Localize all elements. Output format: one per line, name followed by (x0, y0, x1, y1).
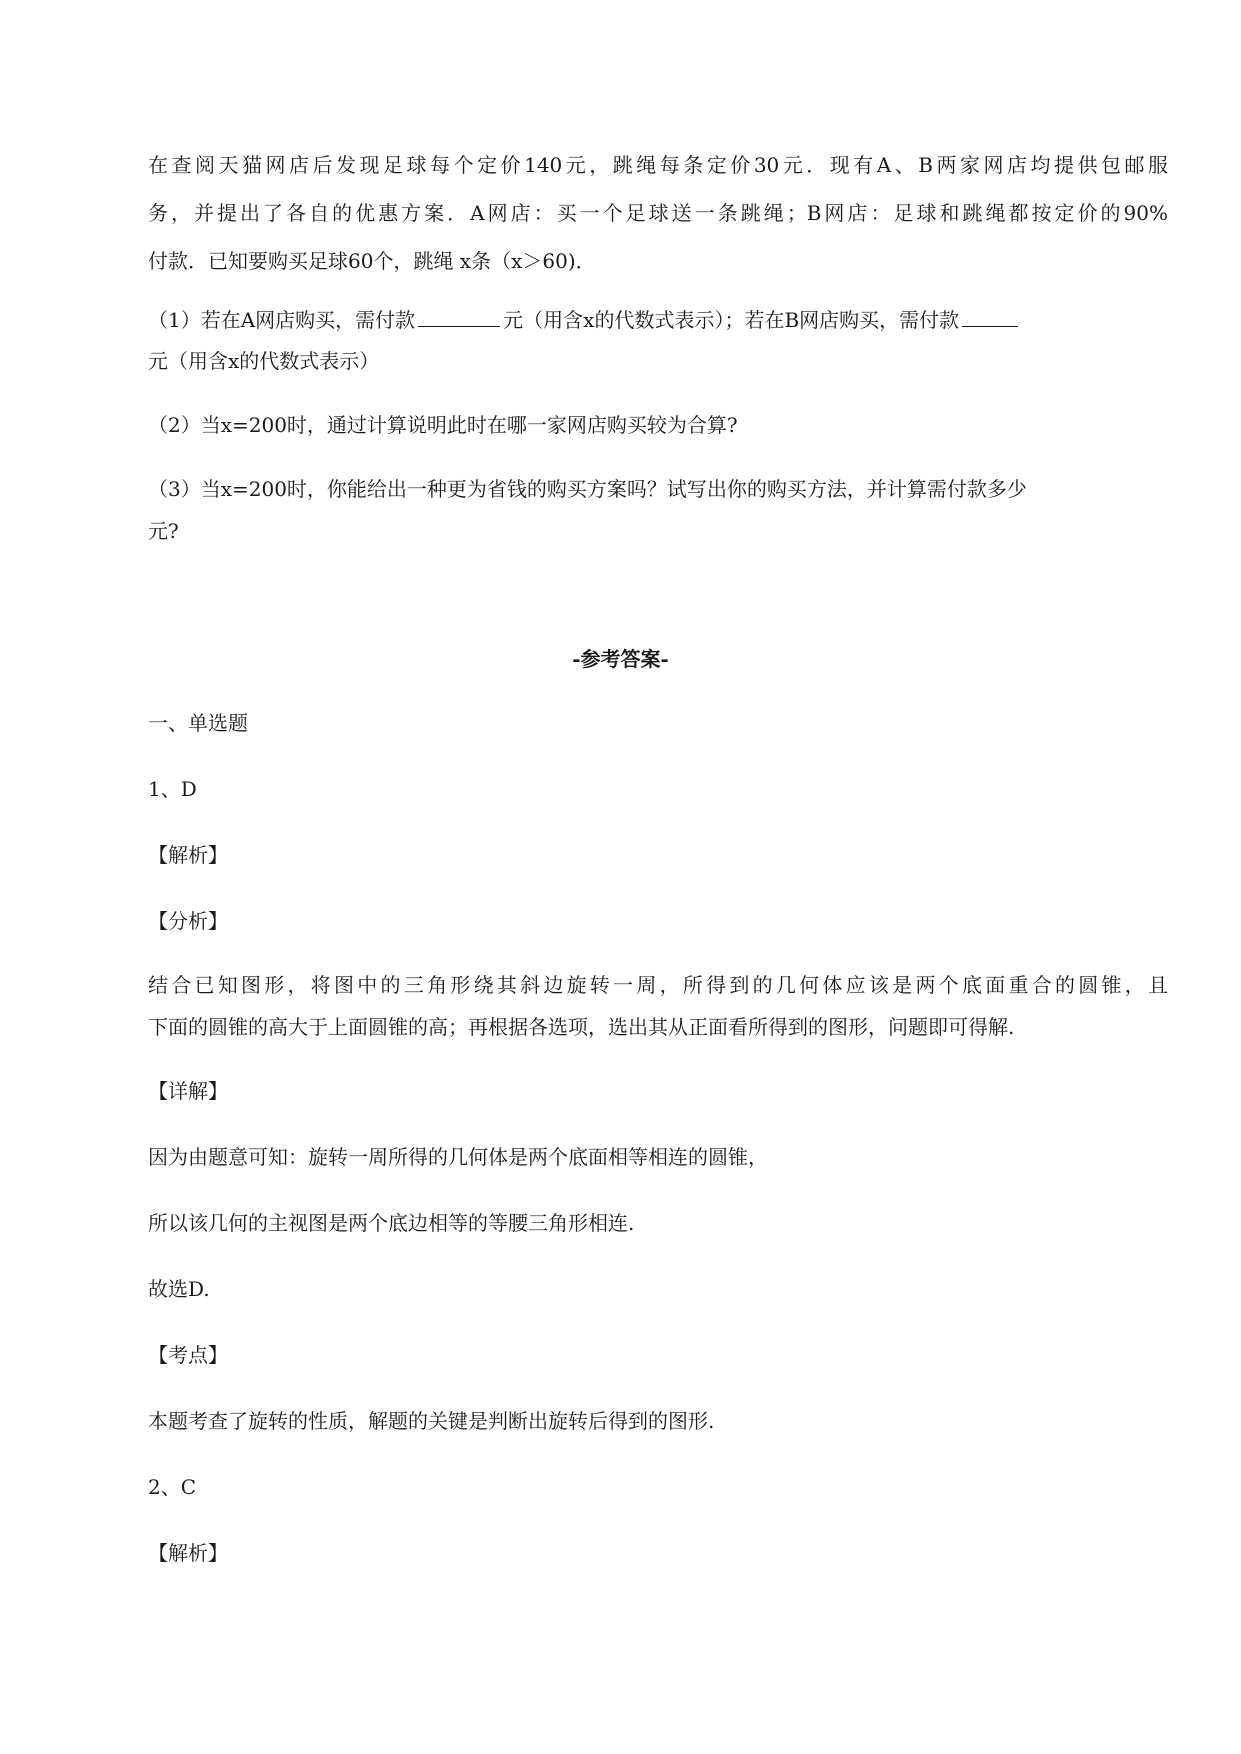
answer-1-kaodian-line: 本题考查了旋转的性质，解题的关键是判断出旋转后得到的图形. (148, 1409, 715, 1433)
section-heading: 一、单选题 (148, 711, 248, 735)
answer-1-jiexi-heading: 【解析】 (148, 843, 228, 867)
problem-intro-line-3: 付款．已知要购买足球60个，跳绳 x条（x＞60)． (148, 249, 596, 273)
answers-title: -参考答案- (572, 647, 669, 671)
question-1-line-1 (148, 306, 1021, 333)
question-2: （2）当x=200时，通过计算说明此时在哪一家网店购买较为合算? (148, 413, 738, 437)
answer-1-fenxi-heading: 【分析】 (148, 909, 228, 933)
problem-intro-line-2: 务，并提出了各自的优惠方案．A网店：买一个足球送一条跳绳；B网店：足球和跳绳都按定价的90% (148, 201, 1168, 225)
answer-1-kaodian-heading: 【考点】 (148, 1343, 228, 1367)
question-3-line-2: 元? (148, 519, 179, 543)
answer-blank-a[interactable] (418, 306, 500, 327)
answer-2-number: 2、C (148, 1475, 197, 1499)
question-3-line-1: （3）当x=200时，你能给出一种更为省钱的购买方案吗？试写出你的购买方法，并计算需付款多少 (148, 477, 1027, 501)
answer-1-fenxi-line-2: 下面的圆锥的高大于上面圆锥的高；再根据各选项，选出其从正面看所得到的图形，问题即可得解. (148, 1015, 1015, 1039)
answer-1-xiangjie-line-3: 故选D. (148, 1277, 210, 1301)
answer-blank-b[interactable] (962, 306, 1018, 327)
answer-1-number: 1、D (148, 777, 197, 801)
answer-2-jiexi-heading: 【解析】 (148, 1541, 228, 1565)
answer-1-xiangjie-heading: 【详解】 (148, 1079, 228, 1103)
problem-intro-line-1: 在查阅天猫网店后发现足球每个定价140元，跳绳每条定价30元．现有A、B两家网店均提供包邮服 (148, 153, 1168, 177)
question-1-text-b: 元（用含x的代数式表示）；若在B网店购买，需付款 (503, 308, 960, 332)
question-1-line-2: 元（用含x的代数式表示） (148, 349, 380, 373)
answer-1-xiangjie-line-2: 所以该几何的主视图是两个底边相等的等腰三角形相连. (148, 1211, 635, 1235)
answer-1-xiangjie-line-1: 因为由题意可知：旋转一周所得的几何体是两个底面相等相连的圆锥， (148, 1145, 768, 1169)
answer-1-fenxi-line-1: 结合已知图形，将图中的三角形绕其斜边旋转一周，所得到的几何体应该是两个底面重合的圆锥，且 (148, 973, 1168, 997)
question-1-text-a: （1）若在A网店购买，需付款 (148, 308, 416, 332)
